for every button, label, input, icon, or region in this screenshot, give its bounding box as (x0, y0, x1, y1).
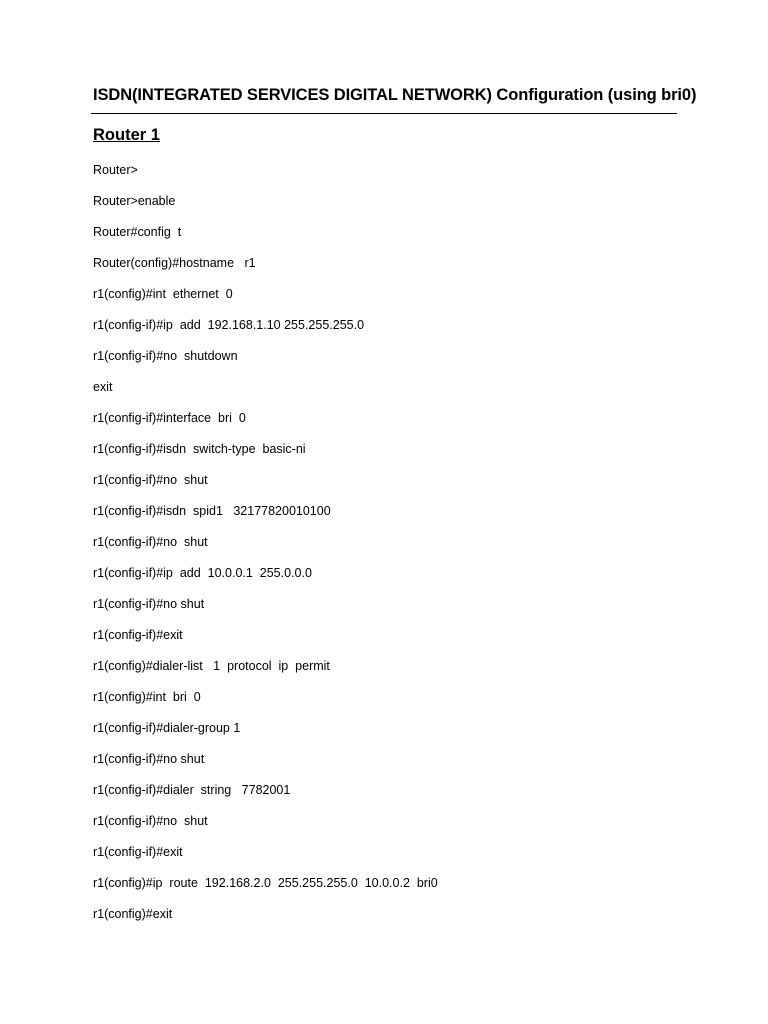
command-line: r1(config-if)#exit (93, 628, 183, 642)
command-line: r1(config-if)#dialer string 7782001 (93, 783, 291, 797)
command-line: r1(config-if)#interface bri 0 (93, 411, 246, 425)
command-line: r1(config-if)#ip add 192.168.1.10 255.255.255.0 (93, 318, 365, 332)
command-line: r1(config-if)#no shut (93, 597, 205, 611)
command-line: Router(config)#hostname r1 (93, 256, 256, 270)
section-heading-router-1: Router 1 (93, 126, 160, 144)
command-line: r1(config-if)#ip add 10.0.0.1 255.0.0.0 (93, 566, 312, 580)
command-line: r1(config-if)#isdn spid1 32177820010100 (93, 504, 331, 518)
command-line: r1(config)#ip route 192.168.2.0 255.255.255.0 10.0.0.2 bri0 (93, 876, 438, 890)
command-line: r1(config)#dialer-list 1 protocol ip permit (93, 659, 330, 673)
command-line: Router> (93, 163, 138, 177)
title-underline-rule (91, 113, 677, 114)
command-line: r1(config)#exit (93, 907, 173, 921)
command-line: r1(config-if)#no shut (93, 814, 208, 828)
command-line: r1(config-if)#no shutdown (93, 349, 238, 363)
document-title: ISDN(INTEGRATED SERVICES DIGITAL NETWORK) Configuration (using bri0) (93, 86, 697, 104)
command-line: r1(config)#int ethernet 0 (93, 287, 233, 301)
command-line: r1(config)#int bri 0 (93, 690, 201, 704)
command-line: r1(config-if)#no shut (93, 473, 208, 487)
command-line: exit (93, 380, 113, 394)
command-line: r1(config-if)#isdn switch-type basic-ni (93, 442, 306, 456)
command-line: Router>enable (93, 194, 176, 208)
command-line: r1(config-if)#dialer-group 1 (93, 721, 241, 735)
command-line: Router#config t (93, 225, 182, 239)
command-line: r1(config-if)#exit (93, 845, 183, 859)
command-list (93, 160, 693, 935)
command-line: r1(config-if)#no shut (93, 535, 208, 549)
command-line: r1(config-if)#no shut (93, 752, 205, 766)
